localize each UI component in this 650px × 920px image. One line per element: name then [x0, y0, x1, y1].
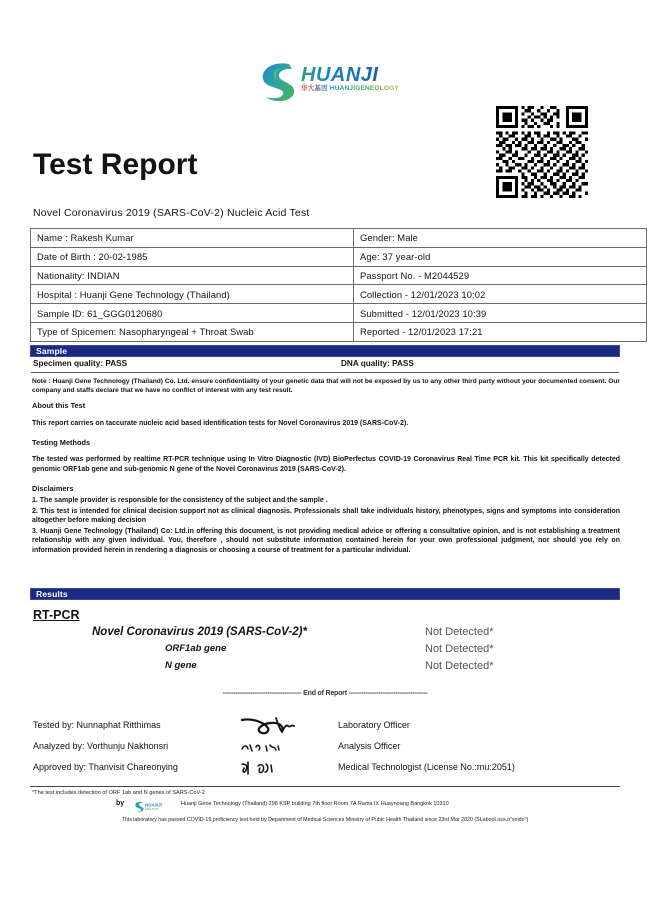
reported-time-cell: Reported - 12/01/2023 17:21 — [354, 322, 647, 341]
analyzed-by-role: Analysis Officer — [338, 741, 401, 751]
patient-passport-cell: Passport No. - M2044529 — [354, 266, 647, 285]
patient-dob-cell: Date of Birth : 20-02-1985 — [31, 247, 354, 266]
signature-mark-analyzed — [238, 737, 328, 759]
table-row — [31, 285, 647, 304]
patient-nationality-cell: Nationality: INDIAN — [31, 266, 354, 285]
sample-quality-row — [31, 359, 619, 373]
signature-row — [33, 718, 623, 739]
signature-block — [33, 718, 623, 781]
result-row — [0, 626, 650, 643]
about-test-heading: About this Test — [32, 401, 86, 410]
result-name: Novel Coronavirus 2019 (SARS-CoV-2)* — [92, 626, 307, 638]
patient-hospital-cell: Hospital : Huanji Gene Technology (Thailand) — [31, 285, 354, 304]
report-subtitle: Novel Coronavirus 2019 (SARS-CoV-2) Nucleic Acid Test — [33, 207, 310, 219]
result-value: Not Detected* — [425, 626, 494, 638]
svg-text:HUANJI: HUANJI — [145, 802, 162, 808]
patient-age-cell: Age: 37 year-old — [354, 247, 647, 266]
approved-by: Approved by: Thanvisit Chareonying — [33, 762, 178, 772]
footer-by-label: by — [116, 800, 125, 807]
results-list — [0, 626, 650, 677]
section-header-results — [30, 588, 620, 600]
testing-methods-text: The tested was performed by realtime RT-PCR technique using In Vitro Diagnostic (IVD) BioPerfectus COVID-19 Coronavirus Real Time PCR kit. This kit specifically detected genomic ORF1ab gene and sub-genomic N gene of the Novel Coronavirus 2019 (SARS-CoV-2). — [32, 456, 620, 473]
huanji-logo — [258, 58, 406, 104]
list-item: 2. This test is intended for clinical decision support not as clinical diagnosis. Professionals shall take individuals history, phenotypes, signs and symptoms into consideration altogether before making decision — [32, 507, 620, 525]
tested-by: Tested by: Nunnaphat Ritthimas — [33, 720, 161, 730]
section-header-sample-label: Sample — [36, 346, 68, 356]
specimen-quality: Specimen quality: PASS — [33, 359, 128, 368]
signature-row — [33, 760, 623, 781]
dna-quality: DNA quality: PASS — [341, 359, 414, 368]
signature-mark-tested — [238, 716, 328, 738]
table-row — [31, 247, 647, 266]
result-row — [0, 643, 650, 660]
table-row — [31, 322, 647, 341]
footer-address: Huanji Gene Technology (Thailand) 296 KSP building 7th floor Room 7A Rama IX Huaynoang Bangkok 10310 — [181, 801, 449, 807]
footer-certification: This laboratory has passed COVID-19 proficiency test held by Department of Medical Sciences Ministry of Pubic Health Thailand since 23rd Mar 2020 (SLabooLoss.o"snido") — [121, 817, 529, 823]
testing-methods-heading: Testing Methods — [32, 438, 91, 447]
approved-by-role: Medical Technologist (License No.:mu:2051) — [338, 762, 515, 772]
signature-mark-approved — [238, 758, 328, 780]
result-name: N gene — [165, 660, 197, 671]
page-title: Test Report — [33, 148, 198, 181]
analyzed-by: Analyzed by: Vorthunju Nakhonsri — [33, 741, 169, 751]
rtpcr-label: RT-PCR — [33, 608, 80, 622]
disclaimers-heading: Disclaimers — [32, 484, 74, 493]
end-of-report-divider: ------------------------------------- End of Report ------------------------------------- — [222, 690, 428, 697]
section-header-results-label: Results — [36, 589, 68, 599]
confidentiality-note: Note : Huanji Gene Technology (Thailand) Co. Ltd. ensure confidentiality of your genetic data that will not be exposed by us to any other third party without your documented consent. Our company and staffs declare that we have no conflict of interest with any test result. — [32, 378, 620, 395]
patient-info-table — [30, 228, 647, 342]
result-value: Not Detected* — [425, 660, 494, 672]
table-row — [31, 266, 647, 285]
list-item: 1. The sample provider is responsible for the consistency of the subject and the sample . — [32, 497, 328, 504]
signature-row — [33, 739, 623, 760]
huanji-footer-logo — [133, 799, 177, 811]
table-row — [31, 304, 647, 323]
list-item: 3. Huanji Gene Technology (Thailand) Co: Ltd.in offering this document, is not providing medical advice or offering a consultative opinion, and is not establishing a treatment relationship with any given individual. You, therefore , should not substitute information contained herein for your own professional judgment, nor should you rely on information provided herein in rendering a diagnosis or choosing a course of treatment for a particular individual. — [32, 527, 620, 554]
table-row — [31, 229, 647, 248]
qr-code — [496, 106, 588, 198]
svg-text:GENE TECH: GENE TECH — [145, 809, 159, 811]
patient-info-body — [31, 229, 647, 342]
result-row — [0, 660, 650, 677]
footnote-star: *The test includes detection of ORF 1ab and N genes of SARS-CoV-2 — [32, 790, 205, 796]
disclaimers-list — [32, 496, 620, 557]
about-test-text: This report carries on taccurate nucleic acid based identification tests for Novel Coronavirus 2019 (SARS-CoV-2). — [32, 420, 409, 427]
result-value: Not Detected* — [425, 643, 494, 655]
patient-gender-cell: Gender: Male — [354, 229, 647, 248]
collection-time-cell: Collection - 12/01/2023 10:02 — [354, 285, 647, 304]
svg-text:华大基因 HUANJIGENEOLOGY: 华大基因 HUANJIGENEOLOGY — [301, 85, 399, 92]
result-name: ORF1ab gene — [165, 643, 227, 654]
footer-divider — [30, 786, 620, 787]
tested-by-role: Laboratory Officer — [338, 720, 410, 730]
sample-id-cell: Sample ID: 61_GGG0120680 — [31, 304, 354, 323]
specimen-type-cell: Type of Spicemen: Nasopharyngeal + Throat Swab — [31, 322, 354, 341]
section-header-sample — [30, 345, 620, 357]
submitted-time-cell: Submitted - 12/01/2023 10:39 — [354, 304, 647, 323]
svg-text:HUANJI: HUANJI — [301, 64, 379, 86]
patient-name-cell: Name : Rakesh Kumar — [31, 229, 354, 248]
